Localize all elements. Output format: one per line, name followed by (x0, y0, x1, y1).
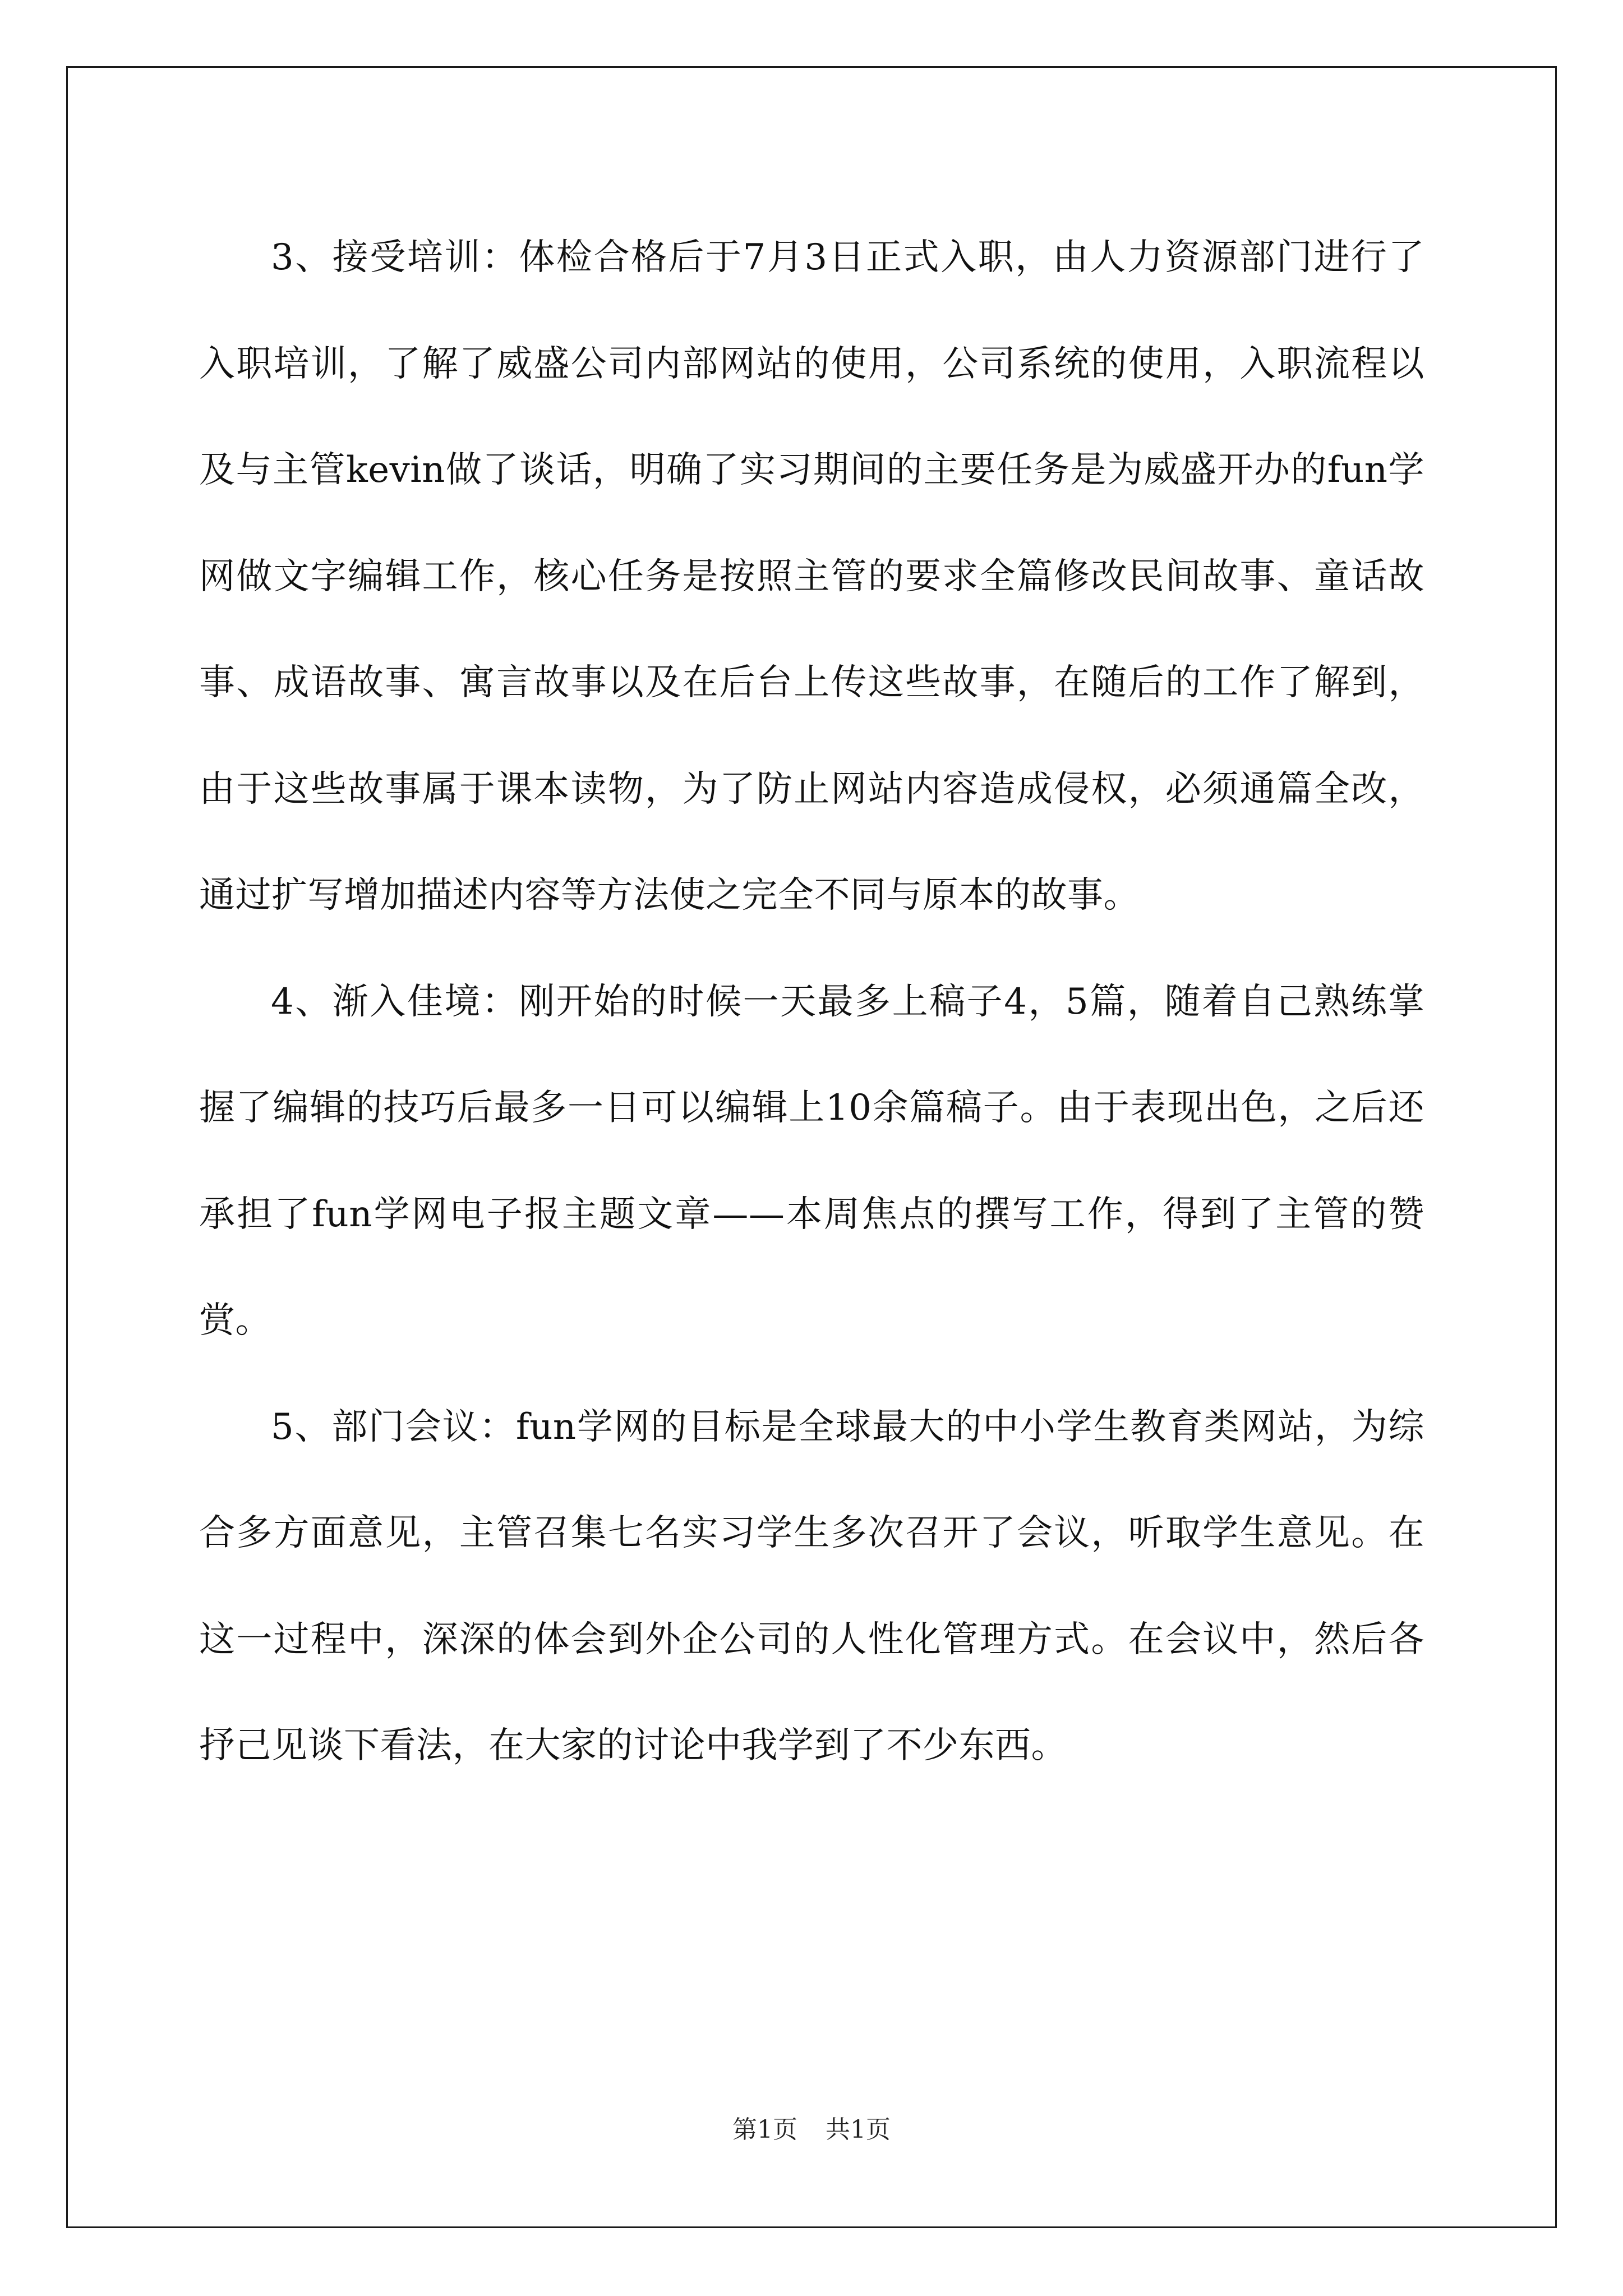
paragraph-meeting: 5、部门会议：fun学网的目标是全球最大的中小学生教育类网站，为综合多方面意见，主管召集七名实习学生多次召开了会议，听取学生意见。在这一过程中，深深的体会到外企公司的人性化管理方式。在会议中，然后各抒己见谈下看法，在大家的讨论中我学到了不少东西。 (199, 1406, 1424, 1766)
page-number-current: 第1页 (732, 2115, 797, 2144)
page-number-total: 共1页 (826, 2115, 891, 2144)
paragraph-progress: 4、渐入佳境：刚开始的时候一天最多上稿子4，5篇，随着自己熟练掌握了编辑的技巧后最多一日可以编辑上10余篇稿子。由于表现出色，之后还承担了fun学网电子报主题文章——本周焦点的撰写工作，得到了主管的赞赏。 (199, 981, 1424, 1341)
document-body (199, 205, 1424, 1800)
paragraph-training: 3、接受培训：体检合格后于7月3日正式入职，由人力资源部门进行了入职培训，了解了威盛公司内部网站的使用，公司系统的使用，入职流程以及与主管kevin做了谈话，明确了实习期间的主要任务是为威盛开办的fun学网做文字编辑工作，核心任务是按照主管的要求全篇修改民间故事、童话故事、成语故事、寓言故事以及在后台上传这些故事，在随后的工作了解到，由于这些故事属于课本读物，为了防止网站内容造成侵权，必须通篇全改，通过扩写增加描述内容等方法使之完全不同与原本的故事。 (199, 237, 1424, 916)
page-footer (0, 2113, 1623, 2147)
